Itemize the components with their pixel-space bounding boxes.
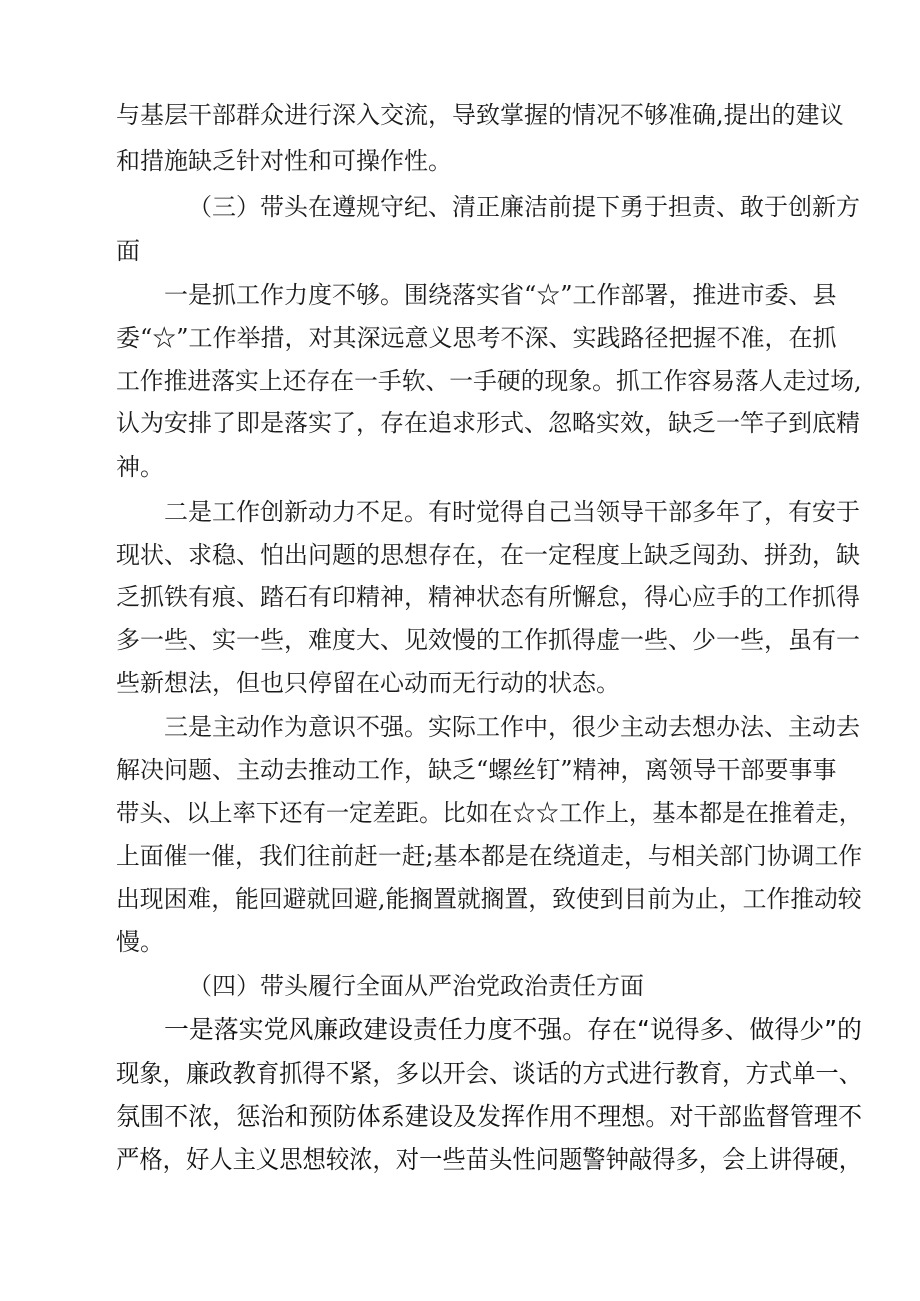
- text-line: 工作推进落实上还存在一手软、一手硬的现象。抓工作容易落人走过场,: [116, 367, 862, 395]
- text-line: 慢。: [116, 928, 164, 956]
- text-line: 上面催一催，我们往前赶一赶;基本都是在绕道走，与相关部门协调工作: [116, 842, 863, 870]
- paragraph-line: 二是工作创新动力不足。有时觉得自己当领导干部多年了，有安于: [164, 498, 860, 526]
- text-line: 神。: [116, 453, 164, 481]
- paragraph-line: 三是主动作为意识不强。实际工作中，很少主动去想办法、主动去: [164, 713, 860, 741]
- text-line: 解决问题、主动去推动工作，缺乏“螺丝钉”精神，离领导干部要事事: [116, 756, 837, 784]
- text-line: 认为安排了即是落实了，存在追求形式、忽略实效，缺乏一竿子到底精: [116, 409, 860, 437]
- paragraph-line: 一是落实党风廉政建设责任力度不强。存在“说得多、做得少”的: [164, 1015, 862, 1044]
- text-line: 多一些、实一些，难度大、见效慢的工作抓得虚一些、少一些，虽有一: [116, 626, 860, 654]
- text-line: 现状、求稳、怕出问题的思想存在，在一定程度上缺乏闯劲、拼劲，缺: [116, 541, 860, 569]
- text-line: 与基层干部群众进行深入交流，导致掌握的情况不够准确,提出的建议: [116, 101, 844, 129]
- paragraph-line: 一是抓工作力度不够。围绕落实省“☆”工作部署，推进市委、县: [164, 281, 837, 309]
- section-heading: （三）带头在遵规守纪、清正廉洁前提下勇于担责、敢于创新方: [188, 193, 860, 221]
- text-line: 氛围不浓，惩治和预防体系建设及发挥作用不理想。对干部监督管理不: [116, 1102, 863, 1131]
- text-line: 乏抓铁有痕、踏石有印精神，精神状态有所懈怠，得心应手的工作抓得: [116, 583, 860, 611]
- text-line: 和措施缺乏针对性和可操作性。: [116, 147, 452, 175]
- text-line: 严格，好人主义思想较浓，对一些苗头性问题警钟敲得多，会上讲得硬，: [116, 1145, 863, 1174]
- section-heading: 面: [116, 237, 140, 265]
- text-line: 现象，廉政教育抓得不紧，多以开会、谈话的方式进行教育，方式单一、: [116, 1059, 863, 1088]
- text-line: 出现困难，能回避就回避,能搁置就搁置，致使到目前为止，工作推动较: [116, 885, 862, 913]
- text-line: 委“☆”工作举措，对其深远意义思考不深、实践路径把握不准，在抓: [116, 324, 837, 352]
- text-line: 些新想法，但也只停留在心动而无行动的状态。: [116, 669, 620, 697]
- text-line: 带头、以上率下还有一定差距。比如在☆☆工作上，基本都是在推着走，: [116, 799, 863, 827]
- section-heading: （四）带头履行全面从严治党政治责任方面: [188, 972, 644, 1000]
